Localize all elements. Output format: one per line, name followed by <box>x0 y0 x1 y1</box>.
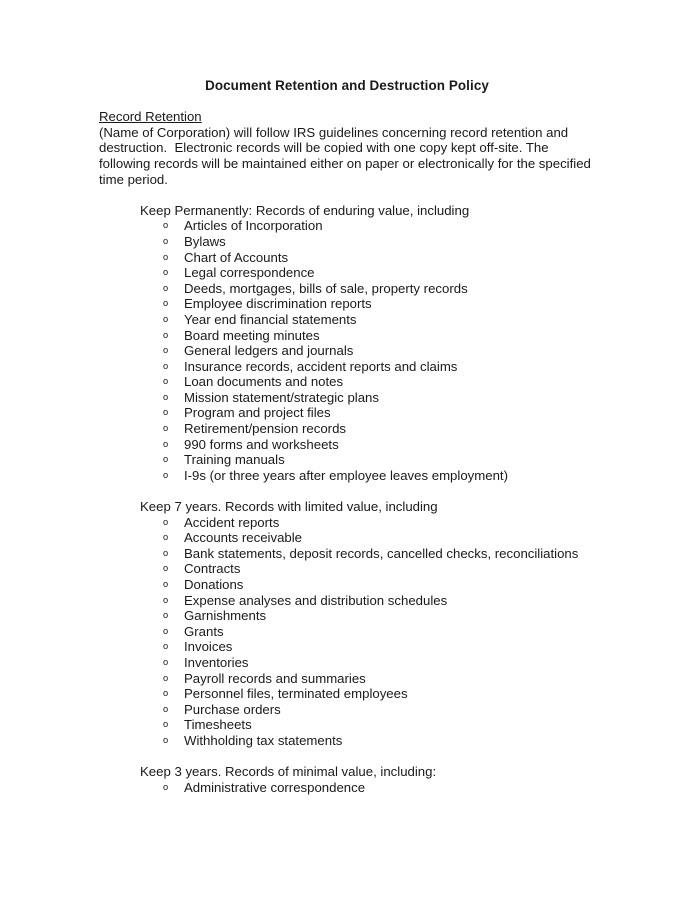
list-item <box>163 561 595 577</box>
list-item <box>163 359 595 375</box>
list-item <box>163 437 595 453</box>
list-item-label: Inventories <box>184 654 249 670</box>
list-item-label: Mission statement/strategic plans <box>184 389 379 405</box>
list-item <box>163 546 595 562</box>
retention-group-lead: Keep Permanently: Records of enduring value, including <box>140 202 470 218</box>
retention-group-three-years <box>99 764 595 795</box>
circle-bullet-icon: o <box>163 454 169 465</box>
list-item-label: Personnel files, terminated employees <box>184 686 408 702</box>
section-spacer <box>99 483 595 499</box>
list-item-label: Program and project files <box>184 405 331 421</box>
circle-bullet-icon: o <box>163 282 169 293</box>
list-item <box>163 639 595 655</box>
list-item <box>163 655 595 671</box>
list-item <box>163 780 595 796</box>
circle-bullet-icon: o <box>163 423 169 434</box>
list-item-label: Administrative correspondence <box>184 779 366 795</box>
circle-bullet-icon: o <box>163 313 169 324</box>
list-item-label: Legal correspondence <box>184 265 315 281</box>
list-item <box>163 405 595 421</box>
section-heading-record-retention <box>99 109 595 125</box>
circle-bullet-icon: o <box>163 469 169 480</box>
circle-bullet-icon: o <box>163 516 169 527</box>
retention-group-lead: Keep 3 years. Records of minimal value, including: <box>140 764 437 780</box>
list-item <box>163 468 595 484</box>
circle-bullet-icon: o <box>163 641 169 652</box>
section-spacer <box>99 187 595 203</box>
circle-bullet-icon: o <box>163 360 169 371</box>
list-item <box>163 577 595 593</box>
circle-bullet-icon: o <box>163 391 169 402</box>
list-item-label: Payroll records and summaries <box>184 670 366 686</box>
list-item <box>163 421 595 437</box>
circle-bullet-icon: o <box>163 563 169 574</box>
circle-bullet-icon: o <box>163 781 169 792</box>
document-body <box>99 78 595 795</box>
list-item <box>163 296 595 312</box>
retention-item-list <box>99 218 595 483</box>
list-item-label: Insurance records, accident reports and claims <box>184 358 458 374</box>
retention-group-lead: Keep 7 years. Records with limited value, including <box>140 499 438 515</box>
list-item-label: Employee discrimination reports <box>184 296 372 312</box>
list-item-label: Garnishments <box>184 608 267 624</box>
list-item <box>163 686 595 702</box>
intro-paragraph: (Name of Corporation) will follow IRS guidelines concerning record retention and destruction. Electronic records will be copied with one copy kept off-site. The following records will be maintained either on paper or electronically for the specified time period. <box>99 124 595 187</box>
section-spacer <box>99 749 595 765</box>
list-item-label: Year end financial statements <box>184 311 357 327</box>
list-item-label: Timesheets <box>184 717 252 733</box>
circle-bullet-icon: o <box>163 719 169 730</box>
list-item <box>163 250 595 266</box>
retention-item-list <box>99 515 595 749</box>
list-item-label: Bank statements, deposit records, cancelled checks, reconciliations <box>184 545 579 561</box>
list-item <box>163 515 595 531</box>
circle-bullet-icon: o <box>163 703 169 714</box>
list-item <box>163 312 595 328</box>
list-item <box>163 328 595 344</box>
circle-bullet-icon: o <box>163 345 169 356</box>
list-item-label: I-9s (or three years after employee leaves employment) <box>184 467 508 483</box>
list-item-label: Grants <box>184 623 224 639</box>
list-item <box>163 281 595 297</box>
list-item-label: Deeds, mortgages, bills of sale, property records <box>184 280 468 296</box>
circle-bullet-icon: o <box>163 594 169 605</box>
circle-bullet-icon: o <box>163 220 169 231</box>
list-item <box>163 374 595 390</box>
list-item-label: Board meeting minutes <box>184 327 320 343</box>
list-item-label: Bylaws <box>184 233 226 249</box>
circle-bullet-icon: o <box>163 376 169 387</box>
circle-bullet-icon: o <box>163 267 169 278</box>
list-item-label: Chart of Accounts <box>184 249 289 265</box>
circle-bullet-icon: o <box>163 579 169 589</box>
circle-bullet-icon: o <box>163 672 169 683</box>
list-item <box>163 218 595 234</box>
list-item <box>163 702 595 718</box>
circle-bullet-icon: o <box>163 532 169 543</box>
list-item-label: Accounts receivable <box>184 530 303 546</box>
circle-bullet-icon: o <box>163 610 169 621</box>
retention-group-seven-years <box>99 499 595 749</box>
list-item-label: Retirement/pension records <box>184 421 346 437</box>
circle-bullet-icon: o <box>163 235 169 246</box>
list-item-label: Donations <box>184 577 244 592</box>
list-item-label: Training manuals <box>184 452 285 468</box>
circle-bullet-icon: o <box>163 734 169 745</box>
circle-bullet-icon: o <box>163 298 169 309</box>
list-item-label: Contracts <box>184 561 241 577</box>
list-item <box>163 593 595 609</box>
circle-bullet-icon: o <box>163 688 169 699</box>
circle-bullet-icon: o <box>163 329 169 340</box>
list-item-label: Accident reports <box>184 514 280 530</box>
list-item-label: Expense analyses and distribution schedules <box>184 592 448 608</box>
retention-group-permanent <box>99 203 595 484</box>
list-item-label: General ledgers and journals <box>184 343 354 359</box>
list-item <box>163 265 595 281</box>
list-item <box>163 717 595 733</box>
list-item <box>163 452 595 468</box>
section-heading-label: Record Retention <box>99 109 202 125</box>
circle-bullet-icon: o <box>163 251 169 262</box>
list-item <box>163 234 595 250</box>
circle-bullet-icon: o <box>163 547 169 558</box>
circle-bullet-icon: o <box>163 407 169 418</box>
list-item <box>163 733 595 749</box>
circle-bullet-icon: o <box>163 625 169 636</box>
circle-bullet-icon: o <box>163 656 169 667</box>
list-item-label: Loan documents and notes <box>184 374 344 390</box>
list-item-label: Invoices <box>184 639 233 655</box>
list-item-label: Articles of Incorporation <box>184 218 323 234</box>
list-item <box>163 671 595 687</box>
circle-bullet-icon: o <box>163 438 169 449</box>
list-item <box>163 390 595 406</box>
list-item-label: Withholding tax statements <box>184 732 343 748</box>
list-item-label: Purchase orders <box>184 701 281 717</box>
list-item <box>163 608 595 624</box>
retention-item-list <box>99 780 595 796</box>
list-item <box>163 624 595 640</box>
list-item-label: 990 forms and worksheets <box>184 436 339 452</box>
list-item <box>163 530 595 546</box>
list-item <box>163 343 595 359</box>
page-title: Document Retention and Destruction Policy <box>205 78 489 93</box>
